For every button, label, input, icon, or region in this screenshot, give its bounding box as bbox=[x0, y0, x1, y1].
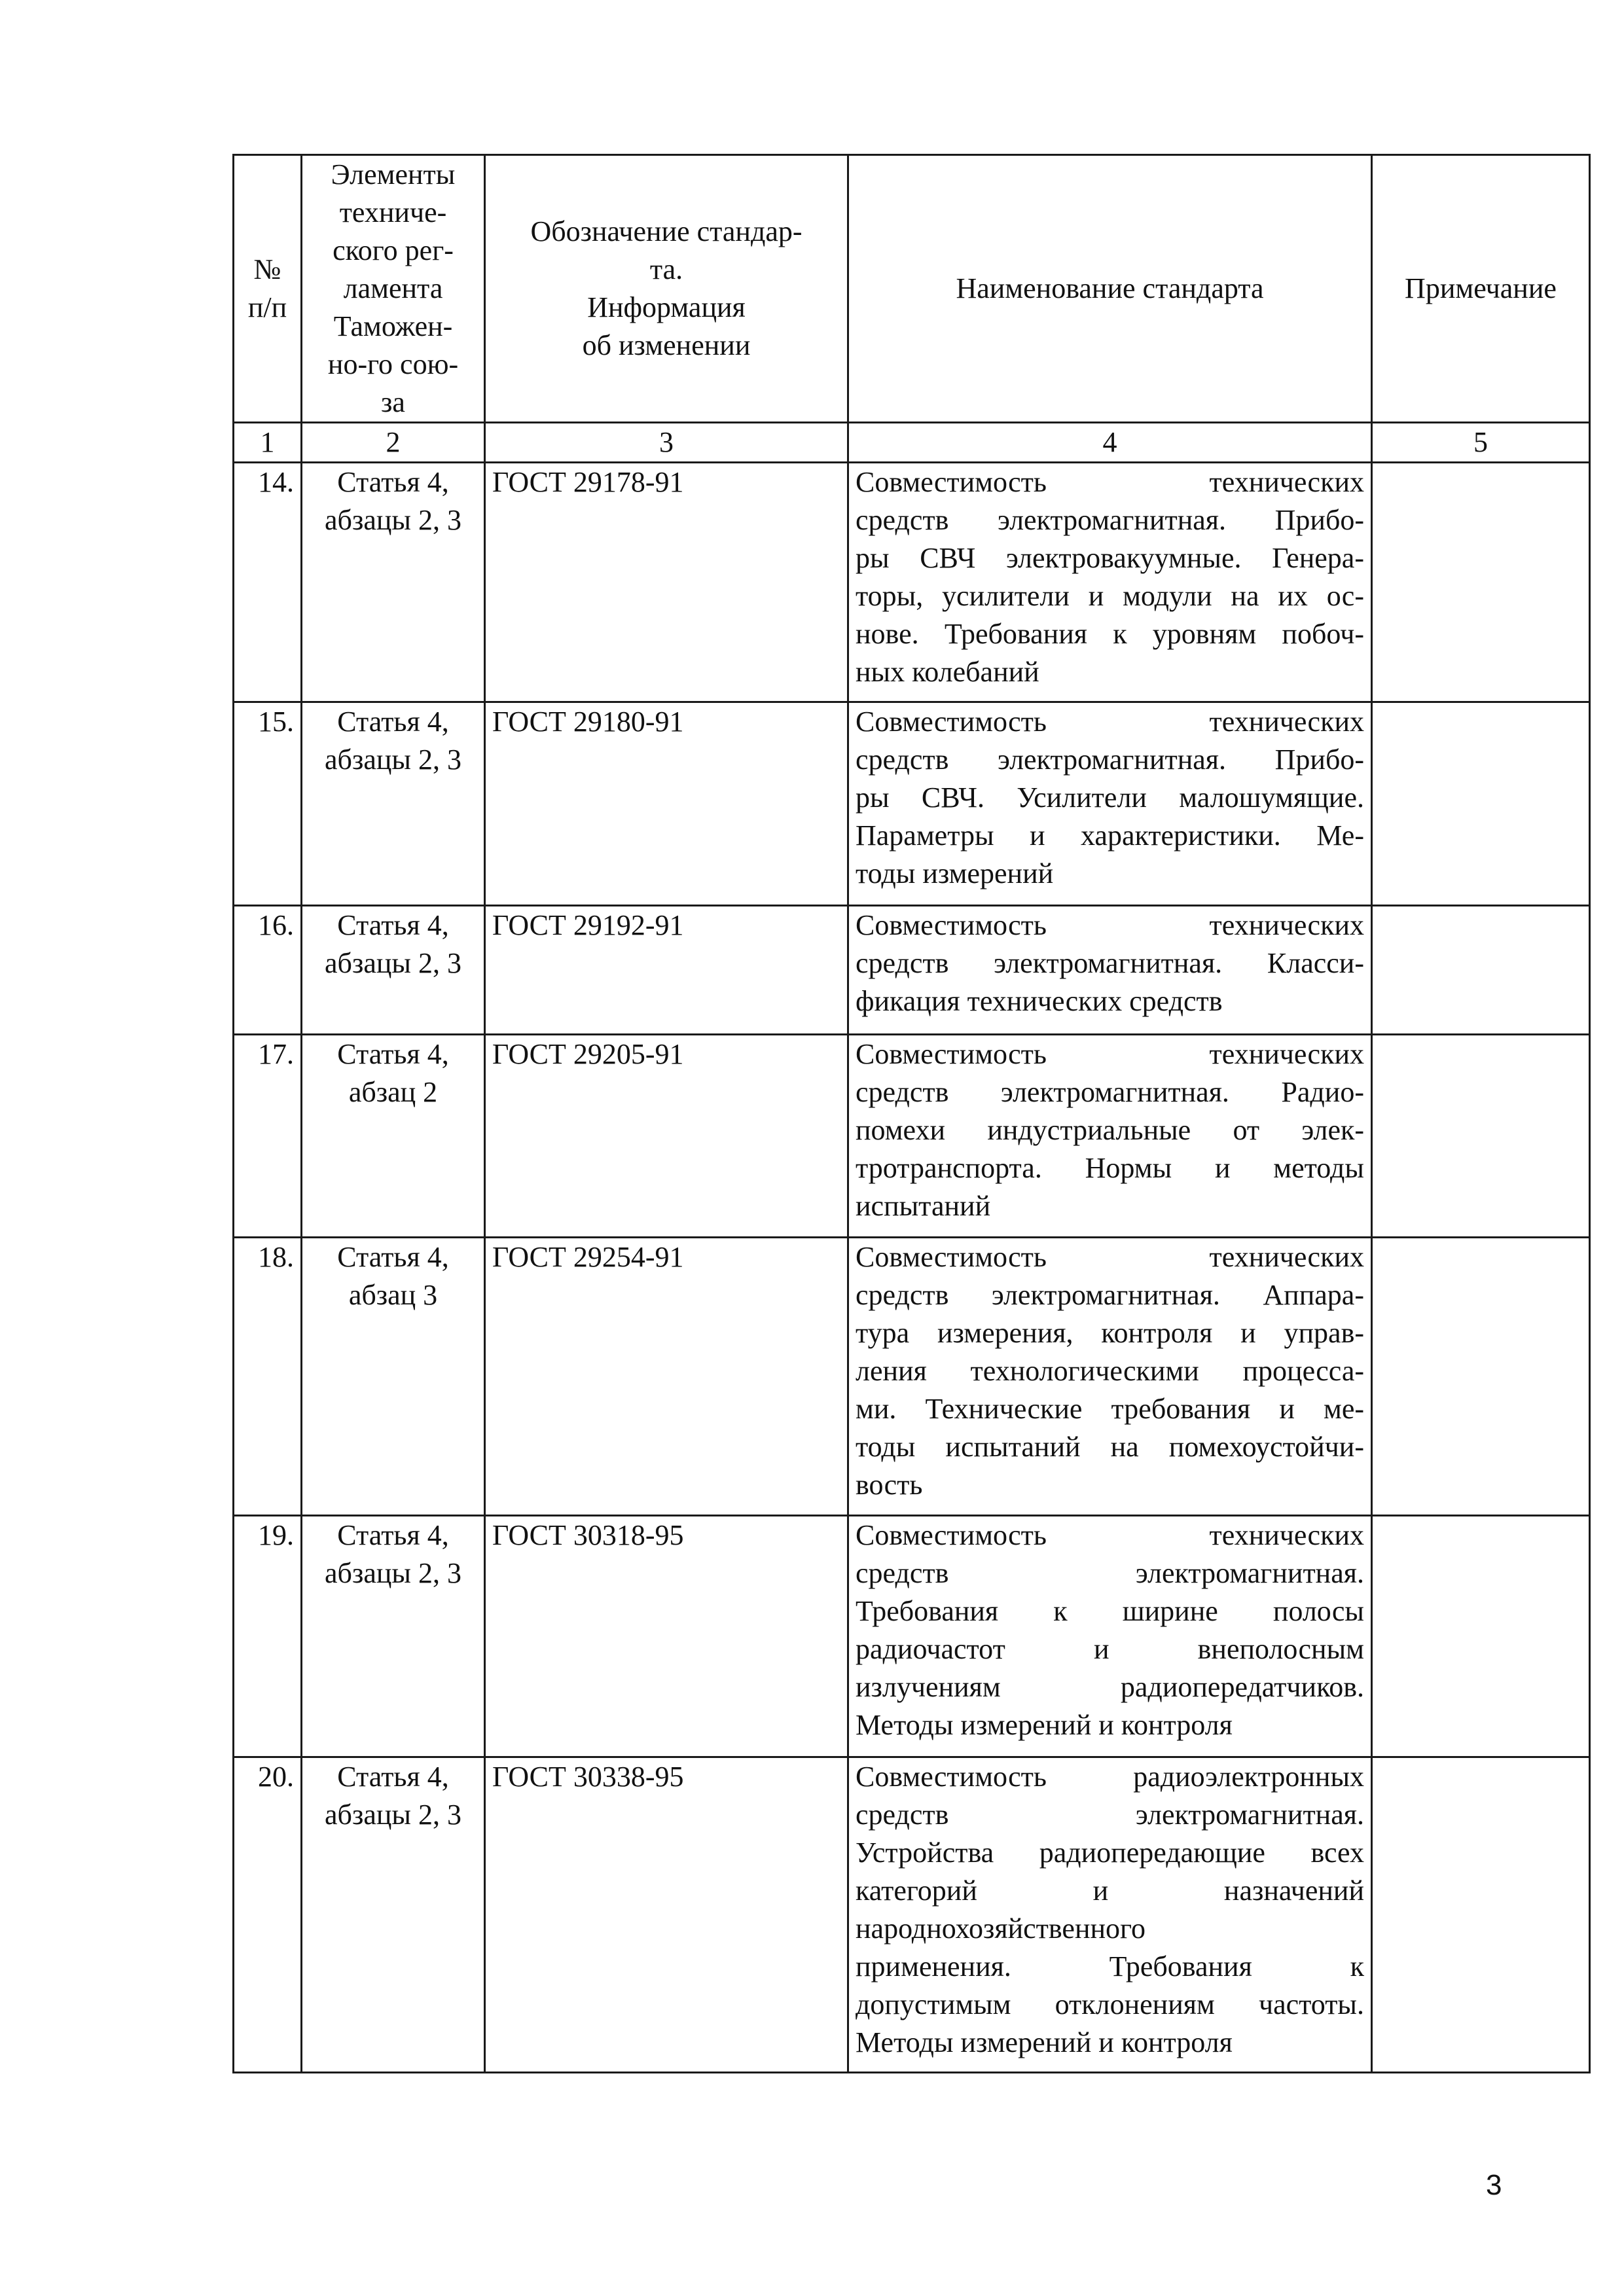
row-standard-name-line: Совместимость технических bbox=[856, 909, 1364, 941]
header-elements-line: Таможен- bbox=[333, 310, 453, 342]
row-standard-code: ГОСТ 30318-95 bbox=[485, 1516, 848, 1757]
row-element bbox=[302, 1035, 485, 1238]
table-body bbox=[234, 463, 1590, 2073]
row-standard-name-line: нове. Требования к уровням побоч- bbox=[856, 618, 1364, 650]
row-standard-name bbox=[848, 1238, 1372, 1516]
header-designation bbox=[485, 155, 848, 423]
row-number: 20. bbox=[234, 1757, 302, 2073]
header-name bbox=[848, 155, 1372, 423]
row-number: 19. bbox=[234, 1516, 302, 1757]
header-elements-line: Элементы bbox=[331, 158, 456, 190]
row-standard-name-line: Совместимость технических bbox=[856, 706, 1364, 738]
row-note bbox=[1372, 1757, 1590, 2073]
row-standard-name-line: Методы измерений и контроля bbox=[856, 2026, 1233, 2058]
row-note bbox=[1372, 1516, 1590, 1757]
row-element-line: Статья 4, bbox=[337, 706, 449, 738]
row-element-line: абзац 3 bbox=[348, 1279, 438, 1311]
row-element-line: абзацы 2, 3 bbox=[325, 1799, 461, 1831]
row-standard-name-line: средств электромагнитная. Радио- bbox=[856, 1076, 1364, 1108]
row-standard-name-line: ры СВЧ электровакуумные. Генера- bbox=[856, 542, 1364, 574]
row-element bbox=[302, 1757, 485, 2073]
row-element-line: Статья 4, bbox=[337, 466, 449, 498]
row-element-line: абзацы 2, 3 bbox=[325, 504, 461, 536]
row-element-line: абзацы 2, 3 bbox=[325, 1557, 461, 1589]
row-note bbox=[1372, 702, 1590, 906]
header-num bbox=[234, 155, 302, 423]
table-row bbox=[234, 1516, 1590, 1757]
standards-table bbox=[232, 154, 1591, 2073]
row-standard-name-line: торы, усилители и модули на их ос- bbox=[856, 580, 1364, 612]
row-number: 14. bbox=[234, 463, 302, 702]
row-standard-name-line: фикация технических средств bbox=[856, 985, 1223, 1017]
column-number: 2 bbox=[302, 423, 485, 463]
header-designation-line: Обозначение стандар- bbox=[530, 215, 803, 247]
table-header bbox=[234, 155, 1590, 463]
row-element-line: абзацы 2, 3 bbox=[325, 947, 461, 979]
row-standard-name-line: Совместимость технических bbox=[856, 466, 1364, 498]
row-standard-name-line: средств электромагнитная. bbox=[856, 1557, 1364, 1589]
row-standard-name-line: Устройства радиопередающие всех bbox=[856, 1837, 1364, 1869]
row-standard-name-line: Параметры и характеристики. Ме- bbox=[856, 819, 1364, 852]
header-num-line: п/п bbox=[247, 291, 287, 323]
header-designation-line: Информация bbox=[587, 291, 746, 323]
row-element-line: абзац 2 bbox=[348, 1076, 438, 1108]
row-note bbox=[1372, 1238, 1590, 1516]
row-standard-name-line: излучениям радиопередатчиков. bbox=[856, 1671, 1364, 1703]
row-standard-name-line: ми. Технические требования и ме- bbox=[856, 1393, 1364, 1425]
header-designation-line: об изменении bbox=[582, 329, 751, 361]
column-number: 3 bbox=[485, 423, 848, 463]
header-num-line: № bbox=[253, 253, 281, 285]
row-standard-name-line: ления технологическими процесса- bbox=[856, 1355, 1364, 1387]
row-standard-name-line: радиочастот и внеполосным bbox=[856, 1633, 1364, 1665]
row-standard-name-line: помехи индустриальные от элек- bbox=[856, 1114, 1364, 1146]
header-elements-line: ламента bbox=[343, 272, 443, 304]
row-standard-name bbox=[848, 1757, 1372, 2073]
row-note bbox=[1372, 906, 1590, 1035]
table-row bbox=[234, 463, 1590, 702]
row-standard-name-line: Совместимость технических bbox=[856, 1038, 1364, 1070]
row-number: 15. bbox=[234, 702, 302, 906]
row-standard-name bbox=[848, 463, 1372, 702]
row-note bbox=[1372, 1035, 1590, 1238]
row-standard-name-line: тротранспорта. Нормы и методы bbox=[856, 1152, 1364, 1184]
row-standard-name-line: применения. Требования к bbox=[856, 1950, 1364, 1982]
row-element bbox=[302, 702, 485, 906]
row-number: 17. bbox=[234, 1035, 302, 1238]
row-standard-name-line: ры СВЧ. Усилители малошумящие. bbox=[856, 781, 1364, 814]
header-elements-line: техниче- bbox=[339, 196, 447, 228]
row-standard-code: ГОСТ 29178-91 bbox=[485, 463, 848, 702]
row-standard-code: ГОСТ 29254-91 bbox=[485, 1238, 848, 1516]
row-standard-name-line: Требования к ширине полосы bbox=[856, 1595, 1364, 1627]
row-standard-name bbox=[848, 702, 1372, 906]
row-element-line: абзацы 2, 3 bbox=[325, 744, 461, 776]
row-number: 16. bbox=[234, 906, 302, 1035]
row-note bbox=[1372, 463, 1590, 702]
row-standard-code: ГОСТ 29192-91 bbox=[485, 906, 848, 1035]
header-elements-line: но-го сою- bbox=[327, 348, 459, 380]
row-element bbox=[302, 906, 485, 1035]
row-standard-name-line: средств электромагнитная. Прибо- bbox=[856, 504, 1364, 536]
row-standard-code: ГОСТ 30338-95 bbox=[485, 1757, 848, 2073]
row-standard-name-line: тоды измерений bbox=[856, 857, 1054, 889]
column-number: 1 bbox=[234, 423, 302, 463]
row-standard-name-line: Совместимость радиоэлектронных bbox=[856, 1761, 1364, 1793]
header-row bbox=[234, 155, 1590, 423]
row-element-line: Статья 4, bbox=[337, 1519, 449, 1551]
row-standard-name-line: средств электромагнитная. Аппара- bbox=[856, 1279, 1364, 1311]
row-standard-name-line: Совместимость технических bbox=[856, 1519, 1364, 1551]
column-number: 4 bbox=[848, 423, 1372, 463]
table-row bbox=[234, 1238, 1590, 1516]
row-standard-name-line: допустимым отклонениям частоты. bbox=[856, 1988, 1364, 2020]
row-standard-name-line: ных колебаний bbox=[856, 656, 1039, 688]
row-element-line: Статья 4, bbox=[337, 909, 449, 941]
row-standard-name-line: Совместимость технических bbox=[856, 1241, 1364, 1273]
row-number: 18. bbox=[234, 1238, 302, 1516]
row-standard-name-line: средств электромагнитная. Прибо- bbox=[856, 744, 1364, 776]
row-element-line: Статья 4, bbox=[337, 1038, 449, 1070]
row-standard-name-line: категорий и назначений bbox=[856, 1874, 1364, 1907]
row-standard-name bbox=[848, 1516, 1372, 1757]
row-standard-name-line: средств электромагнитная. bbox=[856, 1799, 1364, 1831]
row-standard-name bbox=[848, 906, 1372, 1035]
table-row bbox=[234, 906, 1590, 1035]
header-note bbox=[1372, 155, 1590, 423]
row-standard-name-line: испытаний bbox=[856, 1190, 991, 1222]
header-designation-line: та. bbox=[649, 253, 683, 285]
header-elements bbox=[302, 155, 485, 423]
row-standard-name-line: Методы измерений и контроля bbox=[856, 1709, 1233, 1741]
row-standard-name bbox=[848, 1035, 1372, 1238]
row-standard-name-line: тура измерения, контроля и управ- bbox=[856, 1317, 1364, 1349]
table-row bbox=[234, 702, 1590, 906]
row-standard-name-line: народнохозяйственного bbox=[856, 1912, 1146, 1945]
column-number-row bbox=[234, 423, 1590, 463]
row-standard-name-line: средств электромагнитная. Класси- bbox=[856, 947, 1364, 979]
row-standard-name-line: тоды испытаний на помехоустойчи- bbox=[856, 1431, 1364, 1463]
row-element bbox=[302, 1516, 485, 1757]
header-elements-line: ского рег- bbox=[333, 234, 454, 266]
page-number: 3 bbox=[1486, 2169, 1502, 2201]
table-row bbox=[234, 1757, 1590, 2073]
row-standard-name-line: вость bbox=[856, 1469, 923, 1501]
header-note-line: Примечание bbox=[1405, 272, 1557, 304]
row-element-line: Статья 4, bbox=[337, 1241, 449, 1273]
column-number: 5 bbox=[1372, 423, 1590, 463]
header-name-line: Наименование стандарта bbox=[956, 272, 1264, 304]
header-elements-line: за bbox=[381, 386, 405, 418]
row-standard-code: ГОСТ 29180-91 bbox=[485, 702, 848, 906]
row-element-line: Статья 4, bbox=[337, 1761, 449, 1793]
row-element bbox=[302, 463, 485, 702]
row-standard-code: ГОСТ 29205-91 bbox=[485, 1035, 848, 1238]
row-element bbox=[302, 1238, 485, 1516]
table-row bbox=[234, 1035, 1590, 1238]
